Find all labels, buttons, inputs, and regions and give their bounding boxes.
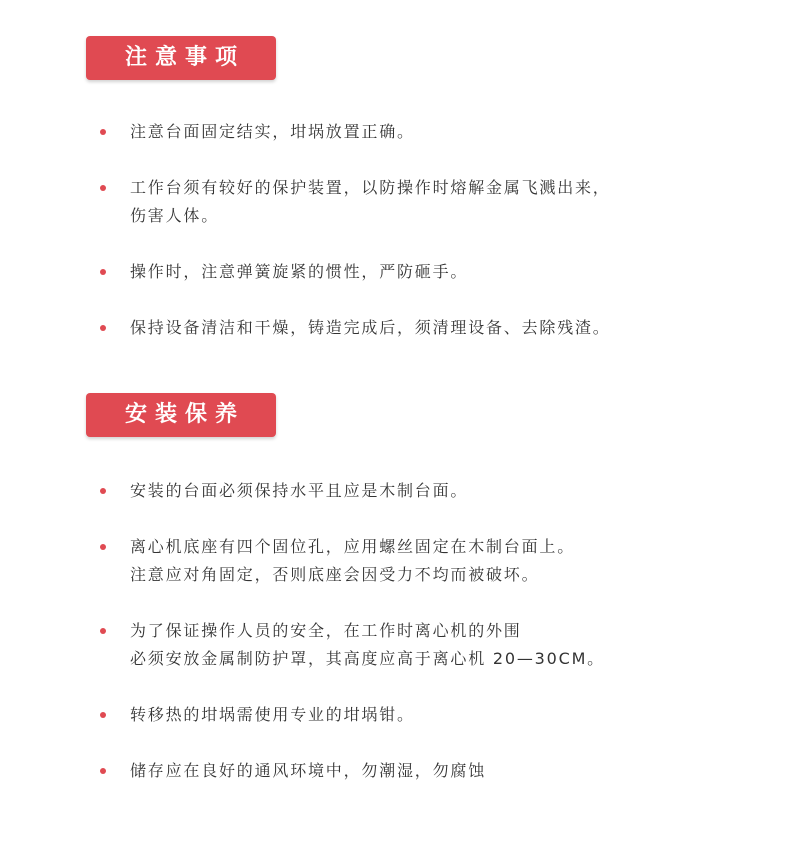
item-text: 工作台须有较好的保护装置，以防操作时熔解金属飞溅出来， xyxy=(130,178,611,197)
item-text: 必须安放金属制防护罩，其高度应高于离心机 20—30CM。 xyxy=(130,649,605,668)
item-text: 注意台面固定结实，坩埚放置正确。 xyxy=(130,122,415,141)
list-item xyxy=(0,314,790,342)
item-text: 伤害人体。 xyxy=(130,206,220,225)
item-text: 操作时，注意弹簧旋紧的惯性，严防砸手。 xyxy=(130,262,469,281)
bullet-dot-icon xyxy=(100,185,106,191)
bullet-dot-icon xyxy=(100,544,106,550)
section-title-badge: 安装保养 xyxy=(86,393,276,437)
item-text: 转移热的坩埚需使用专业的坩埚钳。 xyxy=(130,705,415,724)
list-item xyxy=(0,258,790,286)
bullet-dot-icon xyxy=(100,768,106,774)
section-precautions xyxy=(0,36,790,342)
bullet-dot-icon xyxy=(100,488,106,494)
section-installation-maintenance xyxy=(0,393,790,785)
bullet-dot-icon xyxy=(100,712,106,718)
list-item xyxy=(0,174,790,230)
precautions-list xyxy=(0,118,790,342)
bullet-dot-icon xyxy=(100,269,106,275)
list-item xyxy=(0,533,790,589)
installation-list xyxy=(0,477,790,785)
item-text: 保持设备清洁和干燥，铸造完成后，须清理设备、去除残渣。 xyxy=(130,318,611,337)
item-text: 安装的台面必须保持水平且应是木制台面。 xyxy=(130,481,469,500)
item-text: 储存应在良好的通风环境中，勿潮湿，勿腐蚀 xyxy=(130,761,487,780)
list-item xyxy=(0,118,790,146)
list-item xyxy=(0,701,790,729)
section-title-badge: 注意事项 xyxy=(86,36,276,80)
item-text: 为了保证操作人员的安全，在工作时离心机的外围 xyxy=(130,621,522,640)
bullet-dot-icon xyxy=(100,129,106,135)
list-item xyxy=(0,617,790,673)
list-item xyxy=(0,477,790,505)
item-text: 注意应对角固定，否则底座会因受力不均而被破坏。 xyxy=(130,565,540,584)
bullet-dot-icon xyxy=(100,628,106,634)
list-item xyxy=(0,757,790,785)
item-text: 离心机底座有四个固位孔，应用螺丝固定在木制台面上。 xyxy=(130,537,576,556)
bullet-dot-icon xyxy=(100,325,106,331)
